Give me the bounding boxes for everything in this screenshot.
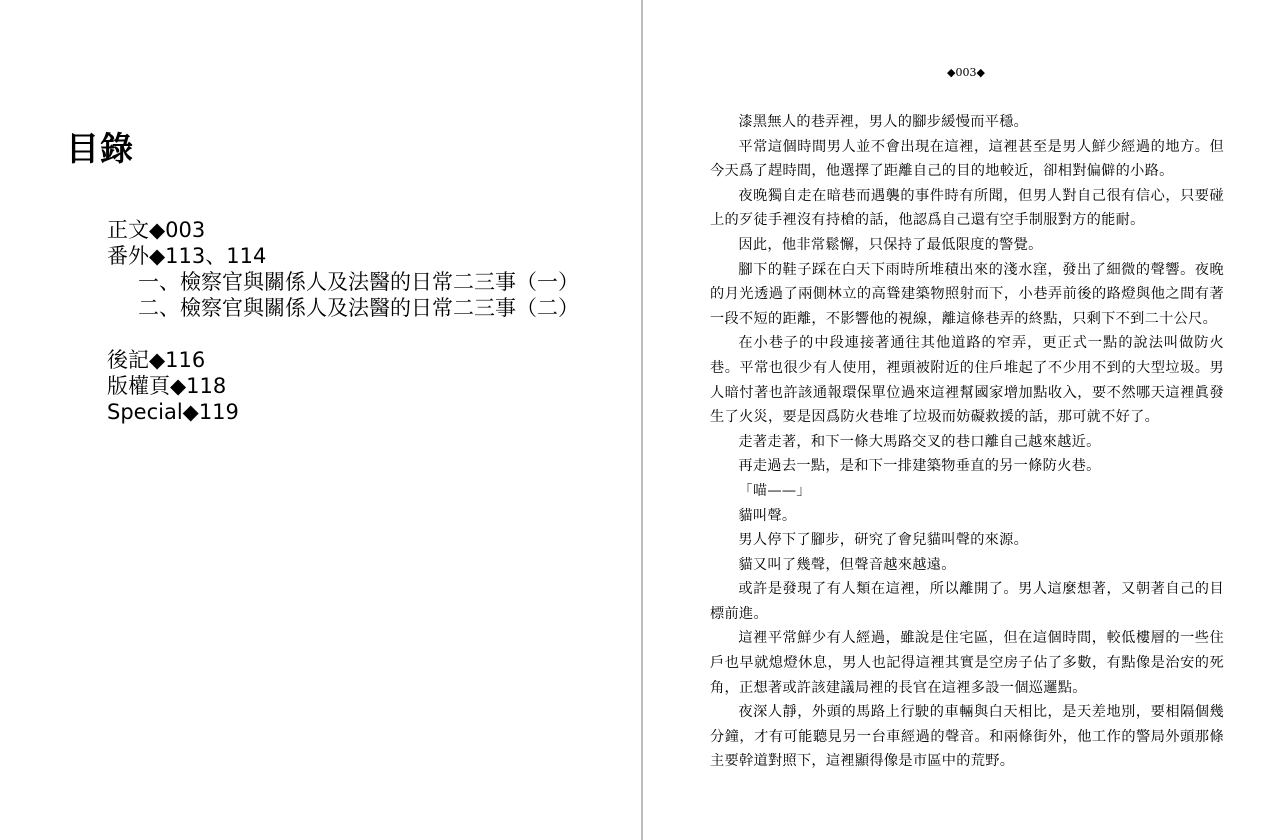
paragraph: 平常這個時間男人並不會出現在這裡，這裡甚至是男人鮮少經過的地方。但今天爲了趕時間，他選擇了距離自己的目的地較近，卻相對偏僻的小路。 [710, 138, 1224, 180]
paragraph: 貓又叫了幾聲，但聲音越來越遠。 [738, 556, 956, 573]
paragraph: 或許是發現了有人類在這裡，所以離開了。男人這麼想著，又朝著自己的目標前進。 [710, 581, 1224, 622]
body-text [710, 110, 1224, 774]
paragraph: 這裡平常鮮少有人經過，雖說是住宅區，但在這個時間，較低樓層的一些住戶也早就熄燈休息，男人也記得這裡其實是空房子佔了多數，有點像是治安的死角，正想著或許該建議局裡的長官在這裡多設一個巡邏點。 [710, 630, 1224, 696]
paragraph: 夜晚獨自走在暗巷而遇襲的事件時有所聞，但男人對自己很有信心，只要碰上的歹徒手裡沒有持槍的話，他認爲自己還有空手制服對方的能耐。 [710, 187, 1224, 229]
paragraph: 夜深人靜，外頭的馬路上行駛的車輛與白天相比，是天差地別，要相隔個幾分鐘，才有可能聽見另一台車經過的聲音。和兩條街外，他工作的警局外頭那條主要幹道對照下，這裡顯得像是市區中的荒野。 [710, 704, 1224, 770]
paragraph: 在小巷子的中段連接著通往其他道路的窄弄，更正式一點的說法叫做防火巷。平常也很少有人使用，裡頭被附近的住戶堆起了不少用不到的大型垃圾。男人暗忖著也許該通報環保單位過來這裡幫國家增加點收入，要不然哪天這裡眞發生了火災，要是因爲防火巷堆了垃圾而妨礙救援的話，那可就不好了。 [710, 335, 1224, 426]
toc-item-special[interactable]: Special◆119 [107, 400, 239, 424]
page-number: ◆003◆ [947, 66, 985, 79]
paragraph: 因此，他非常鬆懈，只保持了最低限度的警覺。 [738, 236, 1043, 253]
toc-spacer [107, 321, 579, 347]
paragraph: 漆黑無人的巷弄裡，男人的腳步緩慢而平穩。 [738, 114, 1029, 130]
toc-title: 目錄 [66, 129, 134, 168]
toc-item-extras[interactable]: 番外◆113、114 [107, 244, 267, 268]
paragraph: 走著走著，和下一條大馬路交叉的巷口離自己越來越近。 [738, 433, 1101, 450]
paragraph: 男人停下了腳步，研究了會兒貓叫聲的來源。 [738, 532, 1029, 549]
toc-list [107, 217, 579, 425]
paragraph: 貓叫聲。 [738, 507, 797, 524]
toc-item-copyright[interactable]: 版權頁◆118 [107, 374, 227, 398]
toc-item-main-text[interactable]: 正文◆003 [107, 218, 206, 242]
paragraph: 「喵——」 [738, 482, 811, 499]
right-page [643, 0, 1280, 840]
paragraph: 腳下的鞋子踩在白天下雨時所堆積出來的淺水窪，發出了細微的聲響。夜晚的月光透過了兩側林立的高聳建築物照射而下，小巷弄前後的路燈與他之間有著一段不短的距離，不影響他的視線，離這條巷弄的終點，只剩下不到二十公尺。 [710, 261, 1224, 327]
paragraph: 再走過去一點，是和下一排建築物垂直的另一條防火巷。 [738, 458, 1101, 475]
toc-item-afterword[interactable]: 後記◆116 [107, 348, 206, 372]
toc-item-extra-1[interactable]: 一、檢察官與關係人及法醫的日常二三事（一） [138, 270, 579, 294]
toc-item-extra-2[interactable]: 二、檢察官與關係人及法醫的日常二三事（二） [138, 296, 579, 320]
